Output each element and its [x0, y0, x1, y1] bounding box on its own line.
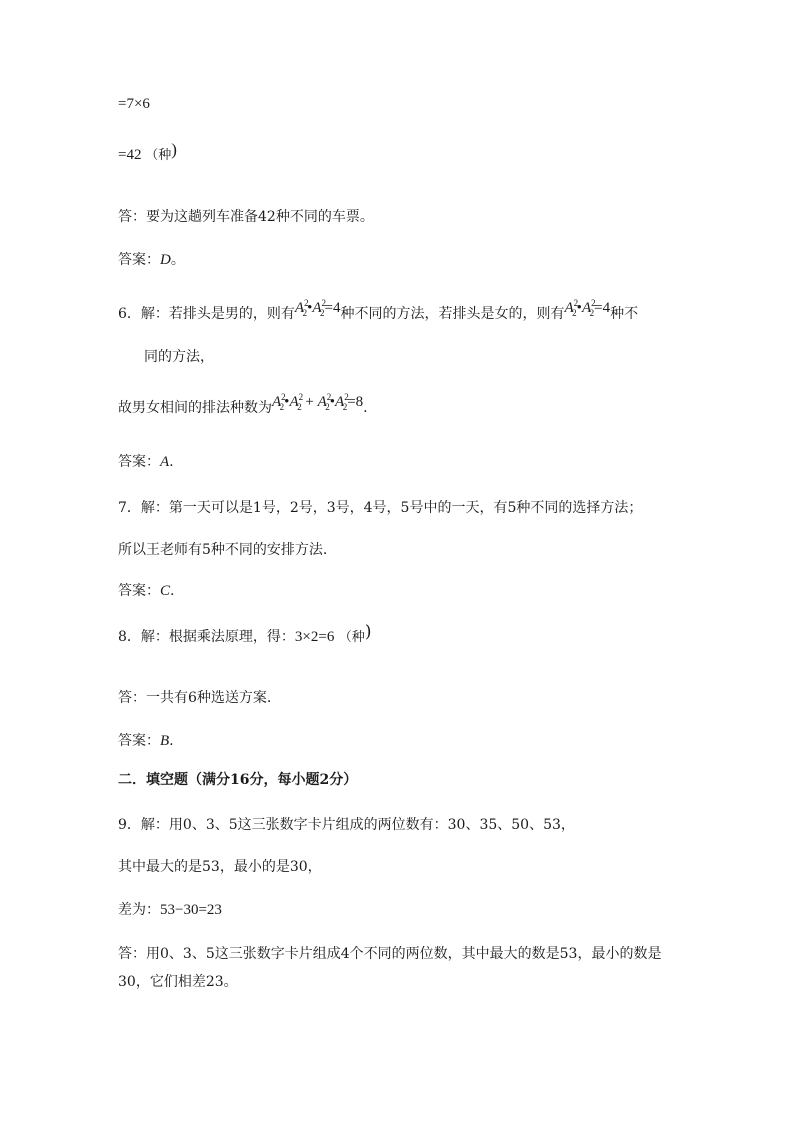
permutation-sum-expression: $A^2_2•A^2_2$ + $A^2_2•A^2_2=8$: [272, 392, 364, 412]
calc-line-1: =7×6: [118, 96, 150, 112]
solution-6-line-3: 故男女相间的排法种数为$A^2_2•A^2_2$ + $A^2_2•A^2_2=8$.: [118, 393, 368, 423]
answer-label-5: 答案：D。: [118, 252, 185, 268]
solution-8-answer-text: 答：一共有6种选送方案.: [118, 690, 272, 706]
solution-7-line-1: 7．解：第一天可以是1号，2号，3号，4号，5号中的一天，有5种不同的选择方法；: [118, 500, 643, 516]
answer-text-5: 答：要为这趟列车准备42种不同的车票。: [118, 209, 374, 225]
calc-line-2: =42 （种): [118, 140, 177, 163]
solution-9-answer-line-2: 30，它们相差23。: [118, 974, 238, 990]
solution-6-line-1: 6．解：若排头是男的，则有$A^2_2•A^2_2=4$种不同的方法，若排头是女的，则有$A^2_2•A^2_2=4$种不: [118, 299, 638, 329]
solution-9-line-2: 其中最大的是53，最小的是30，: [118, 859, 322, 875]
solution-6-line-2: 同的方法，: [144, 349, 214, 365]
permutation-expression-2: $A^2_2•A^2_2=4$: [564, 298, 611, 318]
permutation-expression-1: $A^2_2•A^2_2=4$: [294, 298, 341, 318]
solution-8-line-1: 8．解：根据乘法原理，得：3×2=6 （种): [118, 622, 372, 645]
answer-label-7: 答案：C.: [118, 583, 175, 599]
solution-9-line-3: 差为：53−30=23: [118, 902, 222, 918]
solution-9-answer-line-1: 答：用0、3、5这三张数字卡片组成4个不同的两位数，其中最大的数是53，最小的数是: [118, 946, 662, 962]
answer-label-8: 答案：B.: [118, 733, 174, 749]
section-heading-fill-in: 二．填空题（满分16分，每小题2分）: [118, 772, 358, 788]
answer-label-6: 答案：A.: [118, 454, 174, 470]
solution-7-line-2: 所以王老师有5种不同的安排方法.: [118, 542, 328, 558]
solution-9-line-1: 9．解：用0、3、5这三张数字卡片组成的两位数有：30、35、50、53，: [118, 817, 575, 833]
